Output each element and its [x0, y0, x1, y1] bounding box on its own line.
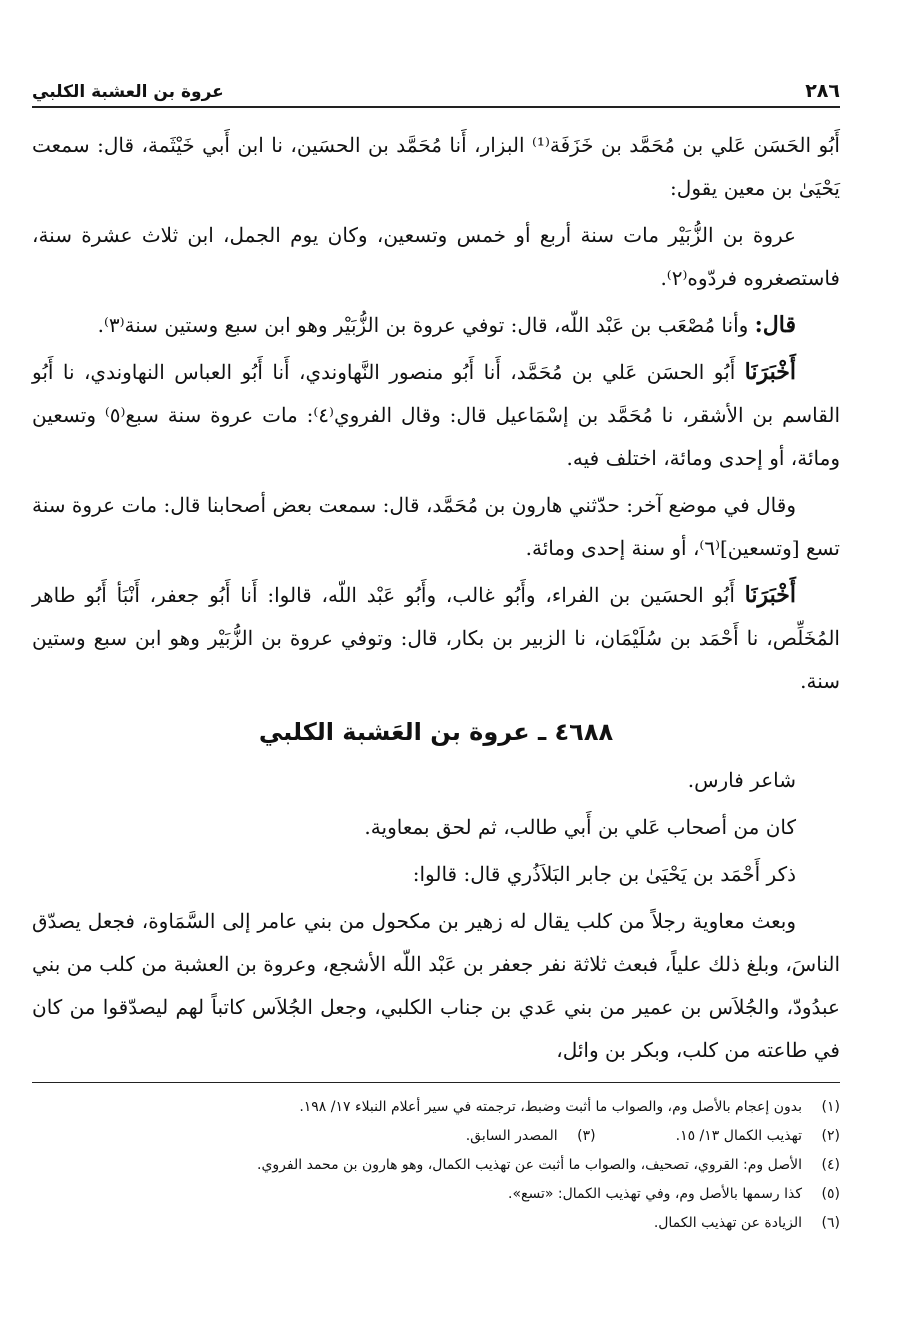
footnote: (٥) كذا رسمها بالأصل وم، وفي تهذيب الكمال: «تسع».	[508, 1186, 840, 1202]
page-number: ٢٨٦	[805, 80, 840, 102]
paragraph: وقال في موضع آخر: حدّثني هارون بن مُحَمَّد، قال: سمعت بعض أصحابنا قال: مات عروة سنة تسع [وتسعين]⁽٦⁾، أو سنة إحدى ومائة.	[32, 493, 840, 560]
page-header	[32, 68, 840, 108]
entry-paragraph: كان من أصحاب عَلي بن أَبي طالب، ثم لحق بمعاوية.	[364, 815, 796, 839]
entry-paragraph: شاعر فارس.	[687, 768, 796, 792]
entry-paragraph: ذكر أَحْمَد بن يَحْيَىٰ بن جابر البَلاَذُري قال: قالوا:	[412, 862, 796, 886]
paragraph: قال: وأنا مُصْعَب بن عَبْد اللّه، قال: توفي عروة بن الزُّبَيْر وهو ابن سبع وستين سنة⁽٣⁾.	[97, 312, 796, 338]
footnote: (٦) الزيادة عن تهذيب الكمال.	[653, 1215, 840, 1231]
paragraph: أَخْبَرَنَا أَبُو الحسَين بن الفراء، وأَبُو غالب، وأَبُو عَبْد اللّه، قالوا: أَنا أَبُو جعفر، أَنْبَأ أَبُو طاهر المُخَلِّص، نا أَحْمَد بن سُلَيْمَان، نا الزبير بن بكار، قال: وتوفي عروة بن الزُّبَيْر وهو ابن سبع وستين سنة.	[32, 582, 840, 693]
paragraph: عروة بن الزُّبَيْر مات سنة أربع أو خمس وتسعين، وكان يوم الجمل، ابن ثلاث عشرة سنة، فاستصغروه فردّوه⁽٢⁾.	[32, 223, 840, 290]
paragraph: أَبُو الحَسَن عَلي بن مُحَمَّد بن خَزَفَة⁽¹⁾ البزار، أَنا مُحَمَّد بن الحسَين، نا ابن أَبي خَيْثَمة، قال: سمعت يَحْيَىٰ بن معين يقول:	[32, 133, 840, 200]
paragraph: أَخْبَرَنَا أَبُو الحسَن عَلي بن مُحَمَّد، أَنا أَبُو منصور النَّهاوندي، أَنا أَبُو العباس النهاوندي، نا أَبُو القاسم بن الأشقر، نا مُحَمَّد بن إسْمَاعيل قال: وقال الفروي⁽٤⁾: مات عروة سنة سبع⁽٥⁾ وتسعين ومائة، أو إحدى ومائة، اختلف فيه.	[32, 359, 841, 470]
footnote: (٤) الأصل وم: القروي، تصحيف، والصواب ما أثبت عن تهذيب الكمال، وهو هارون بن محمد الفروي.	[257, 1157, 840, 1173]
running-title: عروة بن العشبة الكلبي	[32, 82, 224, 102]
page-body	[32, 124, 840, 1072]
book-page	[32, 68, 840, 1238]
footnote: (٢) تهذيب الكمال ١٣/ ١٥. (٣) المصدر السابق.	[465, 1128, 840, 1144]
entry-title: ٤٦٨٨ ـ عروة بن العَشبة الكلبي	[258, 718, 614, 746]
footnote: (١) بدون إعجام بالأصل وم، والصواب ما أثبت وضبط، ترجمته في سير أعلام النبلاء ١٧/ ١٩٨.	[299, 1099, 840, 1115]
entry-paragraph: وبعث معاوية رجلاً من كلب يقال له زهير بن مكحول من بني عامر إلى السَّمَاوة، فجعل يصدّق الناسَ، وبلغ ذلك علياً، فبعث ثلاثة نفر جعفر بن عَبْد اللّه الأشجع، وعروة بن العشبة من كلب من بني عبدُودّ، والجُلاَس بن عمير من بني عَدي بن جناب الكلبي، وجعل الجُلاَس كاتباً لهم ليصدّقوا من كان في طاعته من كلب، وبكر بن وائل،	[32, 909, 841, 1062]
footnotes	[32, 1082, 840, 1238]
